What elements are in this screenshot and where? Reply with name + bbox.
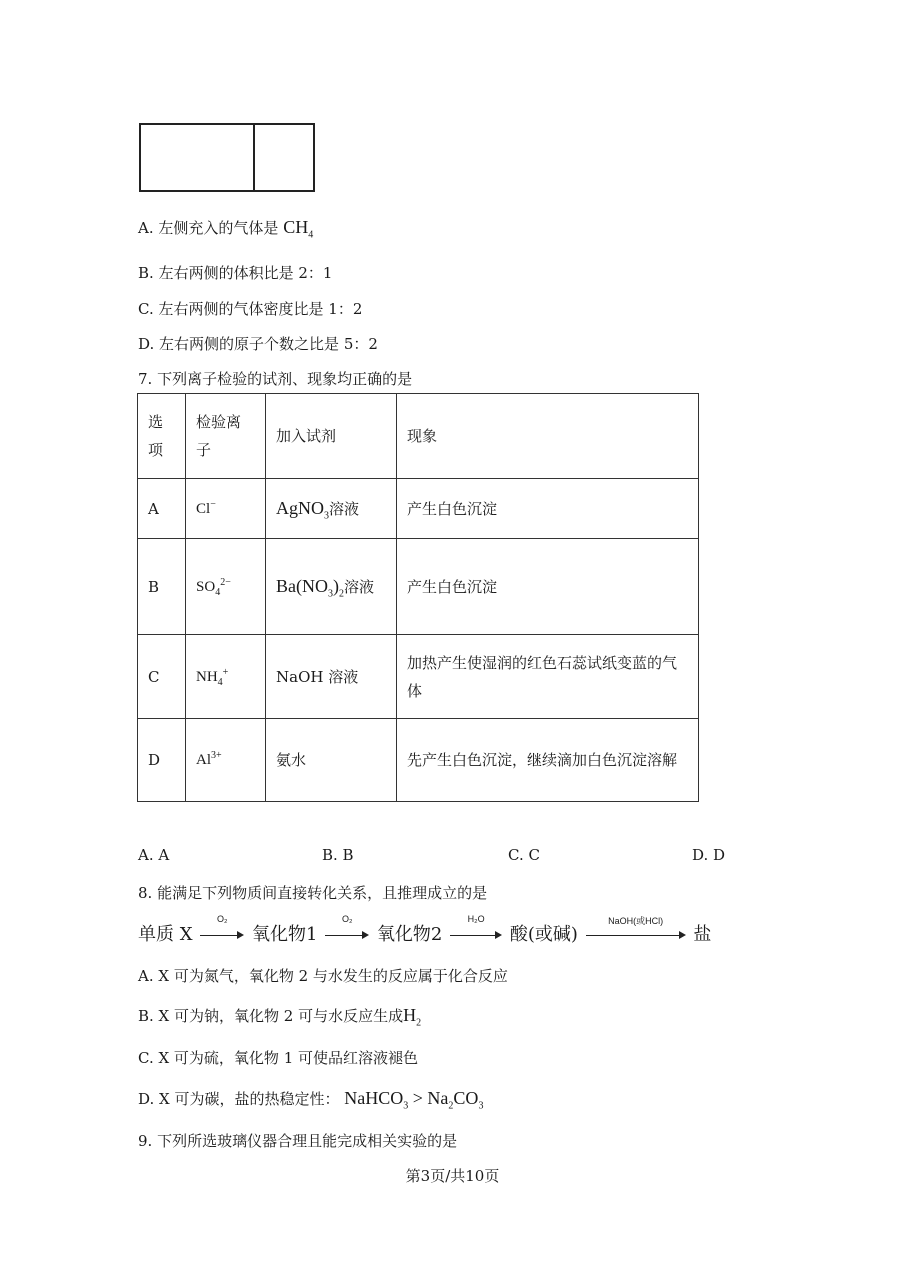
arrow-o2: O₂ (200, 927, 244, 943)
ion-cell: $SO_4^{2-}$ (186, 539, 266, 635)
reagent-cell: AgNO$_3$溶液 (266, 479, 397, 539)
q7-choice-c: C. C (508, 846, 540, 864)
q7-choice-a: A. A (138, 846, 170, 864)
container-partition (253, 125, 255, 190)
arrow-o2: O₂ (325, 927, 369, 943)
ion-cell: $Al^{3+}$ (186, 719, 266, 802)
q7-choice-d: D. D (692, 846, 726, 864)
page-footer: 第3页/共10页 (405, 1167, 500, 1185)
table-row: A Cl− AgNO$_3$溶液 产生白色沉淀 (138, 479, 699, 539)
header-phenomenon: 现象 (397, 394, 699, 479)
formula-h2: $H_2$ (403, 1005, 422, 1029)
q7-title: 7. 下列离子检验的试剂、现象均正确的是 (138, 370, 413, 388)
q6-option-b: B. 左右两侧的体积比是 2：1 (138, 264, 333, 282)
table-row: C $NH_4^+$ NaOH 溶液 加热产生使湿润的红色石蕊试纸变蓝的气体 (138, 635, 699, 719)
table-header-row (138, 394, 699, 479)
q6-option-c: C. 左右两侧的气体密度比是 1：2 (138, 300, 363, 318)
header-ion: 检验离子 (186, 394, 266, 479)
q8-title: 8. 能满足下列物质间直接转化关系，且推理成立的是 (138, 884, 488, 902)
container-figure (139, 123, 315, 192)
q8-option-a: A. X 可为氮气，氧化物 2 与水发生的反应属于化合反应 (138, 967, 508, 985)
header-reagent: 加入试剂 (266, 394, 397, 479)
q7-choice-b: B. B (322, 846, 354, 864)
header-option: 选项 (138, 394, 186, 479)
q8-option-d: D. X 可为碳，盐的热稳定性： NaHCO$_3$ > $Na_2CO_3$ (138, 1088, 484, 1112)
q8-conversion-flow: 单质 X O₂ 氧化物1 O₂ 氧化物2 H₂O 酸(或碱) NaOH(或HCl) 盐 (138, 914, 712, 945)
reagent-cell: $Ba(NO_3)_2$溶液 (266, 539, 397, 635)
q8-option-c: C. X 可为硫，氧化物 1 可使品红溶液褪色 (138, 1049, 419, 1067)
table-row: B $SO_4^{2-}$ $Ba(NO_3)_2$溶液 产生白色沉淀 (138, 539, 699, 635)
ion-cell: Cl− (186, 479, 266, 539)
q6-option-a: A. 左侧充入的气体是 $CH_4$ (138, 217, 314, 241)
table-row: D $Al^{3+}$ 氨水 先产生白色沉淀，继续滴加白色沉淀溶解 (138, 719, 699, 802)
arrow-naoh-hcl: NaOH(或HCl) (586, 927, 686, 943)
formula-comparison: NaHCO$_3$ > $Na_2CO_3$ (344, 1088, 484, 1112)
q7-table (137, 393, 699, 802)
q9-title: 9. 下列所选玻璃仪器合理且能完成相关实验的是 (138, 1132, 458, 1150)
arrow-h2o: H₂O (450, 927, 502, 943)
q6-option-d: D. 左右两侧的原子个数之比是 5：2 (138, 335, 378, 353)
ion-cell: $NH_4^+$ (186, 635, 266, 719)
q8-option-b: B. X 可为钠，氧化物 2 可与水反应生成$H_2$ (138, 1005, 422, 1029)
formula-ch4: $CH_4$ (283, 217, 314, 241)
